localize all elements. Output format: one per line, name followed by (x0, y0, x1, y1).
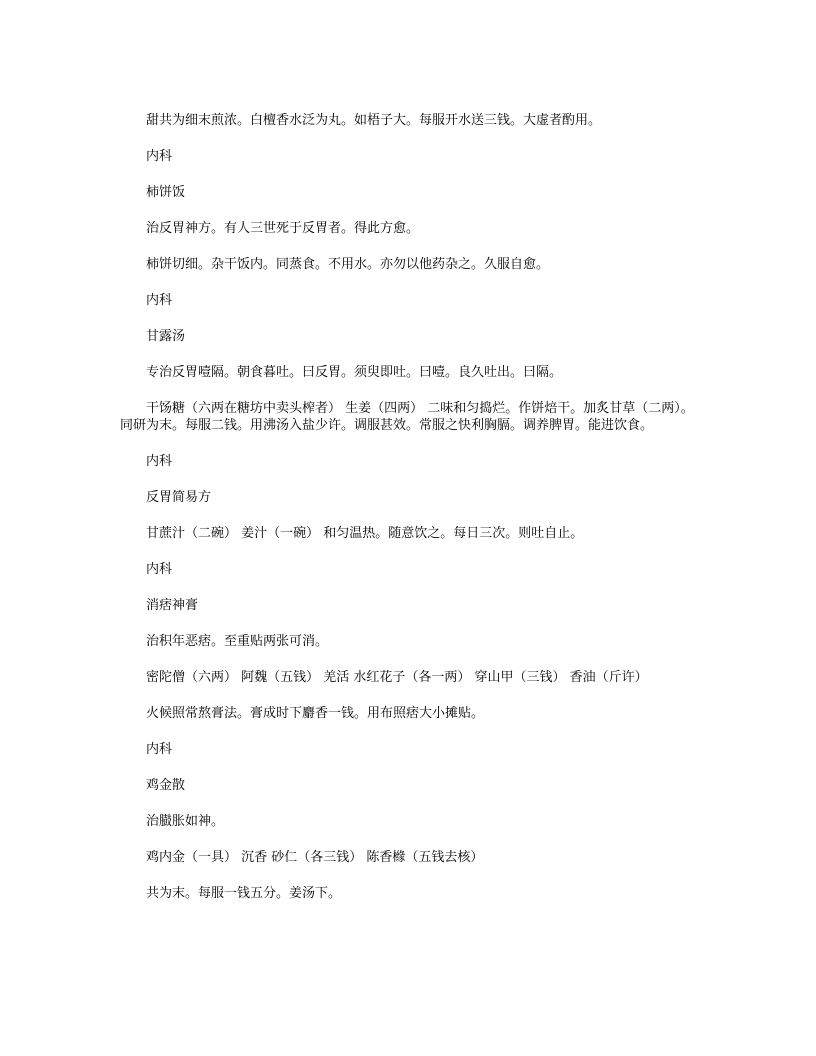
paragraph-12: 甘蔗汁（二碗） 姜汁（一碗） 和匀温热。随意饮之。每日三次。则吐自止。 (146, 526, 584, 541)
paragraph-21: 鸡内金（一具） 沉香 砂仁（各三钱） 陈香橼（五钱去核） (146, 850, 484, 865)
paragraph-9: 干饧糖（六两在糖坊中卖头榨者） 生姜（四两） 二味和匀捣烂。作饼焙干。加炙甘草（二两）。同研为末。每服二钱。用沸汤入盐少许。调服甚效。常服之快利胸膈。调养脾胃。能进饮食。 (120, 401, 694, 433)
document-page (120, 112, 696, 902)
paragraph-17: 火候照常熬膏法。膏成时下麝香一钱。用布照痞大小摊贴。 (146, 706, 485, 721)
paragraph-1: 甜共为细末煎浓。白檀香水泛为丸。如梧子大。每服开水送三钱。大虚者酌用。 (146, 113, 602, 128)
category-heading-neike-4: 内科 (146, 562, 173, 577)
recipe-title-ganlutang: 甘露汤 (146, 329, 186, 344)
category-heading-neike-2: 内科 (146, 293, 173, 308)
paragraph-5: 柿饼切细。杂干饭内。同蒸食。不用水。亦勿以他药杂之。久服自愈。 (146, 257, 550, 272)
paragraph-4: 治反胃神方。有人三世死于反胃者。得此方愈。 (146, 221, 420, 236)
recipe-title-shibingfan: 柿饼饭 (146, 185, 186, 200)
recipe-title-fanwei-jianyifang: 反胃简易方 (146, 490, 212, 505)
category-heading-neike-3: 内科 (146, 454, 173, 469)
category-heading-neike-5: 内科 (146, 742, 173, 757)
recipe-title-xiaopi-shengao: 消痞神膏 (146, 598, 199, 613)
paragraph-22: 共为末。每服一钱五分。姜汤下。 (146, 886, 342, 901)
paragraph-16: 密陀僧（六两） 阿魏（五钱） 羌活 水红花子（各一两） 穿山甲（三钱） 香油（斤许） (146, 670, 648, 685)
category-heading-neike-1: 内科 (146, 149, 173, 164)
recipe-title-jijinsan: 鸡金散 (146, 778, 186, 793)
paragraph-15: 治积年恶痞。至重贴两张可消。 (146, 634, 329, 649)
paragraph-20: 治臌胀如神。 (146, 814, 225, 829)
paragraph-8: 专治反胃噎隔。朝食暮吐。曰反胃。须臾即吐。曰噎。良久吐出。曰隔。 (146, 365, 563, 380)
